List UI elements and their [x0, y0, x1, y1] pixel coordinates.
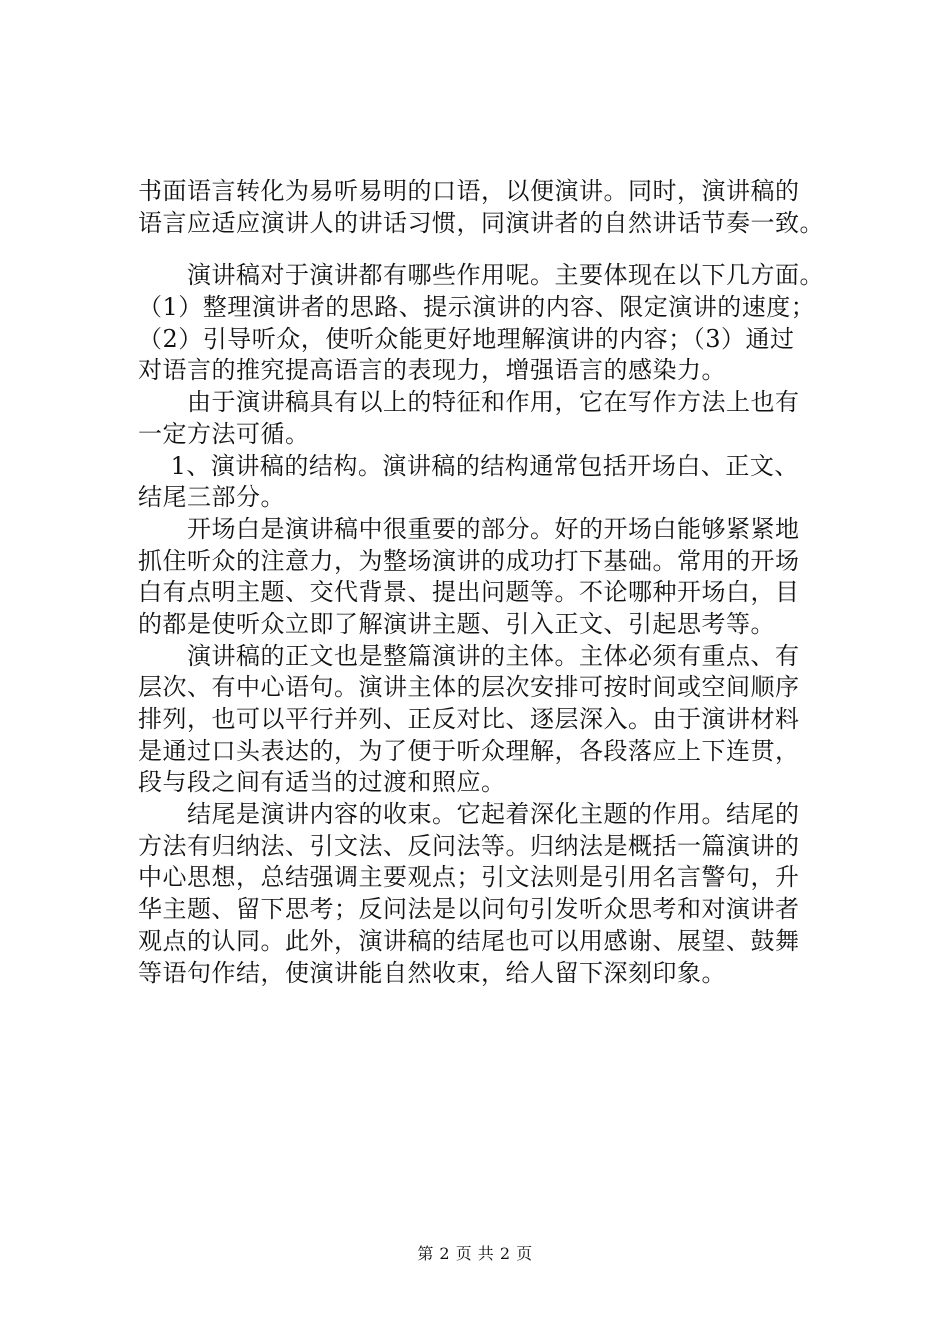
text-line: 排列，也可以平行并列、正反对比、逐层深入。由于演讲材料	[138, 705, 800, 733]
text-line: 白有点明主题、交代背景、提出问题等。不论哪种开场白，目	[138, 578, 800, 607]
text-line: （2）引导听众，使听众能更好地理解演讲的内容；（3）通过	[138, 324, 795, 353]
text-line: 方法有归纳法、引文法、反问法等。归纳法是概括一篇演讲的	[138, 831, 800, 860]
text-line: 对语言的推究提高语言的表现力，增强语言的感染力。	[138, 356, 726, 385]
paragraph-gap	[138, 239, 848, 260]
text-line: 由于演讲稿具有以上的特征和作用，它在写作方法上也有	[138, 388, 800, 417]
text-line: 段与段之间有适当的过渡和照应。	[138, 768, 506, 797]
text-line: 等语句作结，使演讲能自然收束，给人留下深刻印象。	[138, 958, 726, 987]
text-line: 一定方法可循。	[138, 419, 310, 448]
text-line: 开场白是演讲稿中很重要的部分。好的开场白能够紧紧地	[138, 514, 800, 543]
text-line: （1）整理演讲者的思路、提示演讲的内容、限定演讲的速度；	[138, 293, 816, 322]
text-line: 演讲稿对于演讲都有哪些作用呢。主要体现在以下几方面。	[138, 261, 824, 290]
text-line: 书面语言转化为易听易明的口语，以便演讲。同时，演讲稿的	[138, 177, 800, 205]
document-body	[138, 176, 848, 989]
text-line: 结尾是演讲内容的收束。它起着深化主题的作用。结尾的	[138, 800, 800, 829]
page-number-footer: 第 2 页 共 2 页	[417, 1244, 533, 1263]
text-line: 演讲稿的正文也是整篇演讲的主体。主体必须有重点、有	[138, 641, 800, 670]
text-line: 中心思想，总结强调主要观点；引文法则是引用名言警句，升	[138, 863, 800, 892]
text-line: 是通过口头表达的，为了便于听众理解，各段落应上下连贯，	[138, 736, 800, 765]
text-line: 观点的认同。此外，演讲稿的结尾也可以用感谢、展望、鼓舞	[138, 926, 800, 955]
text-line: 1、演讲稿的结构。演讲稿的结构通常包括开场白、正文、	[138, 451, 799, 480]
text-line: 抓住听众的注意力，为整场演讲的成功打下基础。常用的开场	[138, 546, 800, 575]
text-line: 的都是使听众立即了解演讲主题、引入正文、引起思考等。	[138, 609, 775, 638]
text-line: 华主题、留下思考；反问法是以问句引发听众思考和对演讲者	[138, 895, 800, 924]
text-line: 层次、有中心语句。演讲主体的层次安排可按时间或空间顺序	[138, 673, 800, 702]
text-line: 结尾三部分。	[138, 483, 285, 512]
text-line: 语言应适应演讲人的讲话习惯，同演讲者的自然讲话节奏一致。	[138, 208, 824, 237]
